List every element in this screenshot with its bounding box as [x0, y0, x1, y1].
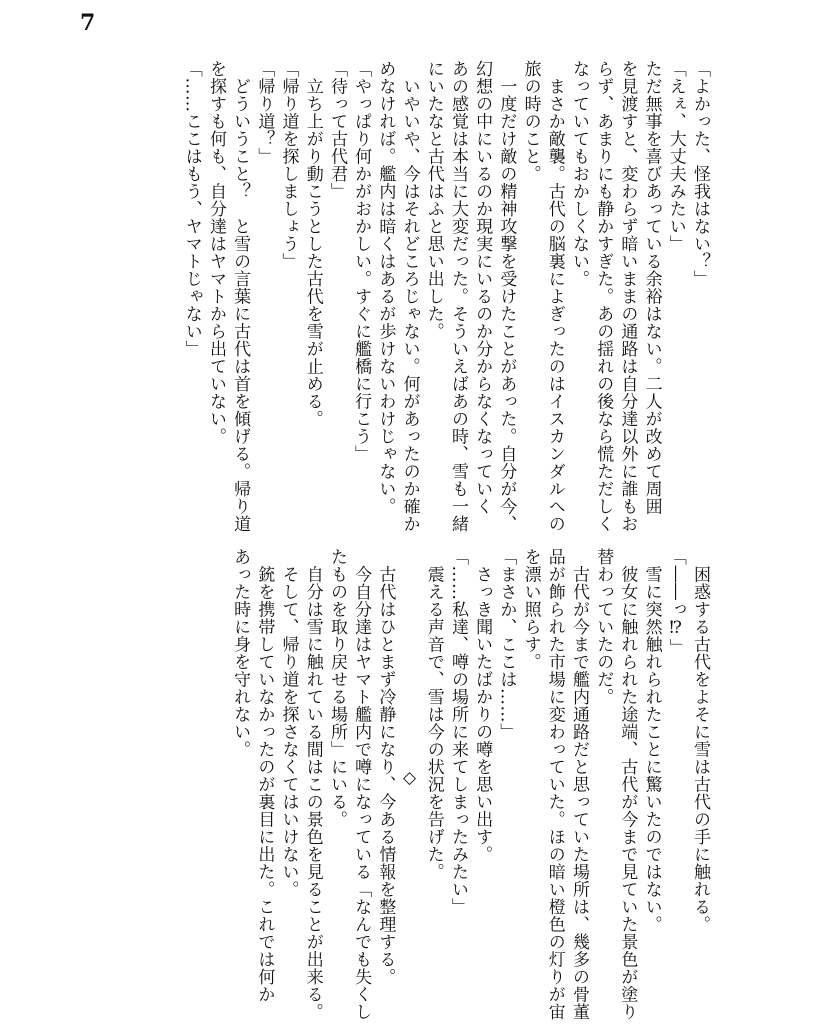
text-line: 「――っ⁉」 [665, 548, 686, 656]
text-line: 「帰り道を探しましょう」 [278, 60, 299, 270]
text-line: 困惑する古代をよそに雪は古代の手に触れる。 [690, 548, 710, 933]
text-line: にいたなと古代はふと思い出した。 [423, 60, 444, 340]
text-line: ただ無事を喜びあっている余裕はない。二人が改めて周囲 [641, 60, 662, 515]
text-line: いやいや、今はそれどころじゃない。何があったのか確か [399, 60, 420, 533]
text-line: 震える声音で、雪は今の状況を告げた。 [423, 548, 444, 881]
text-line: 旅の時のこと。 [520, 60, 541, 183]
text-line: 「……ここはもう、ヤマトじゃない」 [181, 60, 202, 358]
text-line: 今自分達はヤマト艦内で噂になっている「なんでも失くし [351, 548, 372, 1021]
text-line: どういうこと？ と雪の言葉に古代は首を傾げる。帰り道 [230, 60, 251, 533]
text-line: あった時に身を守れない。 [230, 548, 251, 758]
text-line: 一度だけ敵の精神攻撃を受けたことがあった。自分が今、 [496, 60, 517, 533]
page-number: 7 [80, 10, 96, 36]
text-line: 「やっぱり何かがおかしい。すぐに艦橋に行こう」 [351, 60, 372, 463]
text-line: 「まさか、ここは……」 [496, 548, 517, 741]
text-line: 「えぇ、大丈夫みたい」 [665, 60, 686, 253]
text-line: 替わっていたのだ。 [593, 548, 614, 706]
section-separator: ◇ [399, 768, 420, 788]
text-line: らず、あまりにも静かすぎた。あの揺れの後なら慌ただしく [593, 60, 614, 533]
text-line: 自分は雪に触れている間はこの景色を見ることが出来る。 [302, 548, 323, 1021]
text-line: あの感覚は本当に大変だった。そういえばあの時、雪も一緒 [447, 60, 468, 533]
text-line: そして、帰り道を探さなくてはいけない。 [278, 548, 299, 898]
text-line: 銃を携帯していなかったのが裏目に出た。これでは何か [254, 548, 275, 1003]
text-line: を漂い照らす。 [520, 548, 541, 671]
text-line: さっき聞いたばかりの噂を思い出す。 [472, 548, 493, 863]
text-line: 彼女に触れられた途端、古代が今まで見ていた景色が塗り [617, 548, 638, 1021]
text-line: 「待って古代君」 [326, 60, 347, 200]
text-line: 古代はひとまず冷静になり、今ある情報を整理する。 [375, 548, 396, 986]
text-line: 「よかった、怪我はない？」 [690, 60, 710, 288]
bottom-text-block [84, 548, 712, 1021]
top-text-block [84, 60, 712, 533]
text-line: なっていてもおかしくない。 [568, 60, 589, 288]
text-line: たものを取り戻せる場所」にいる。 [326, 548, 347, 828]
text-line: 品が飾られた市場に変わっていた。ほの暗い橙色の灯りが宙 [544, 548, 565, 1021]
text-line: 幻想の中にいるのか現実にいるのか分からなくなっていく [472, 60, 493, 515]
text-line: めなければ。艦内は暗くはあるが歩けないわけじゃない。 [375, 60, 396, 515]
text-line: 立ち上がり動こうとした古代を雪が止める。 [302, 60, 323, 428]
text-line: 「帰り道？」 [254, 60, 275, 165]
text-line: を見渡すと、変わらず暗いままの通路は自分達以外に誰もお [617, 60, 638, 533]
text-line: を探すも何も、自分達はヤマトから出ていない。 [205, 60, 226, 445]
text-line: 雪に突然触れられたことに驚いたのではない。 [641, 548, 662, 933]
text-line: 古代が今まで艦内通路だと思っていた場所は、幾多の骨董 [568, 548, 589, 1021]
text-line: 「……私達、噂の場所に来てしまったみたい」 [447, 548, 468, 916]
text-line: まさか敵襲。古代の脳裏によぎったのはイスカンダルへの [544, 60, 565, 533]
